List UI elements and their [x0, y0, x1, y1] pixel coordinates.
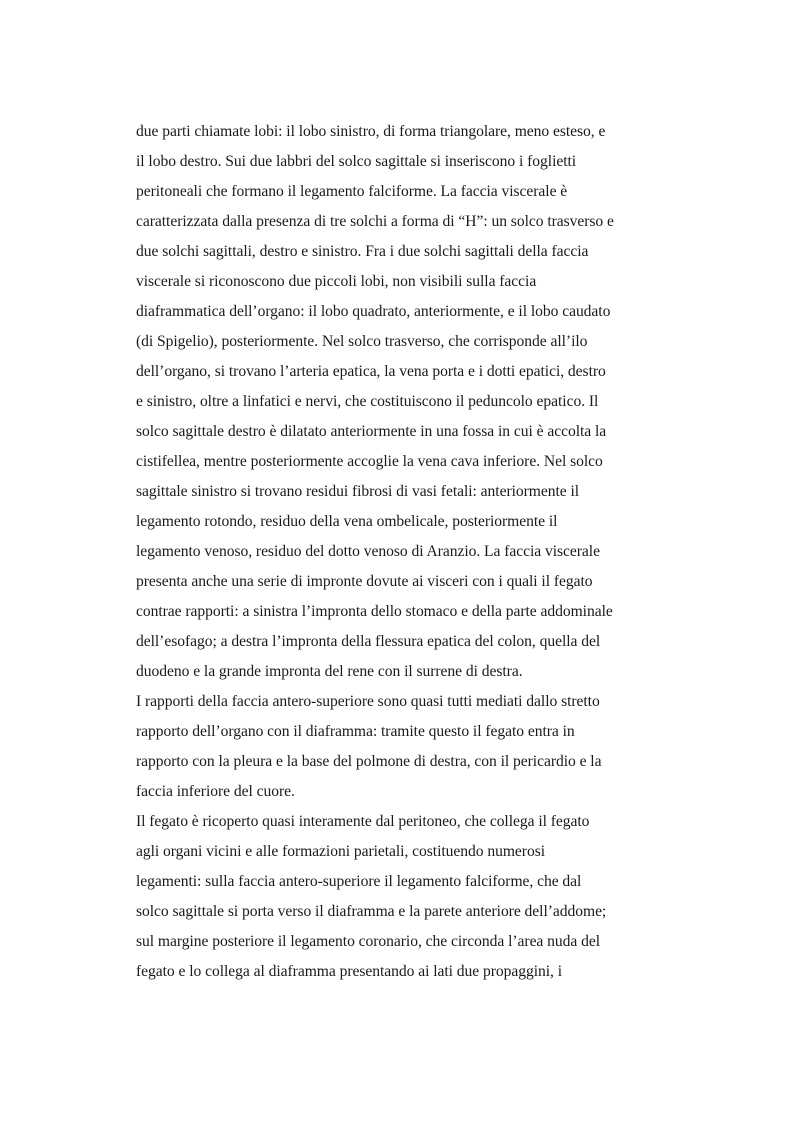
- text-line: peritoneali che formano il legamento falciforme. La faccia viscerale è: [136, 183, 568, 200]
- text-line: agli organi vicini e alle formazioni parietali, costituendo numerosi: [136, 843, 545, 860]
- text-line: sagittale sinistro si trovano residui fibrosi di vasi fetali: anteriormente il: [136, 483, 580, 500]
- text-line: fegato e lo collega al diaframma presentando ai lati due propaggini, i: [136, 963, 563, 980]
- text-line: caratterizzata dalla presenza di tre solchi a forma di “H”: un solco trasverso e: [136, 213, 614, 230]
- text-line: faccia inferiore del cuore.: [136, 783, 295, 800]
- text-line: (di Spigelio), posteriormente. Nel solco trasverso, che corrisponde all’ilo: [136, 333, 588, 350]
- text-line: legamento rotondo, residuo della vena ombelicale, posteriormente il: [136, 513, 558, 530]
- text-line: due solchi sagittali, destro e sinistro. Fra i due solchi sagittali della faccia: [136, 243, 589, 260]
- text-line: I rapporti della faccia antero-superiore sono quasi tutti mediati dallo stretto: [136, 693, 600, 710]
- text-line: diaframmatica dell’organo: il lobo quadrato, anteriormente, e il lobo caudato: [136, 303, 611, 320]
- text-line: legamenti: sulla faccia antero-superiore il legamento falciforme, che dal: [136, 873, 582, 890]
- text-line: viscerale si riconoscono due piccoli lobi, non visibili sulla faccia: [136, 273, 537, 290]
- text-line: il lobo destro. Sui due labbri del solco sagittale si inseriscono i foglietti: [136, 153, 577, 170]
- text-line: duodeno e la grande impronta del rene con il surrene di destra.: [136, 663, 523, 680]
- text-line: dell’esofago; a destra l’impronta della flessura epatica del colon, quella del: [136, 633, 601, 650]
- text-line: solco sagittale destro è dilatato anteriormente in una fossa in cui è accolta la: [136, 423, 607, 440]
- body-text: [136, 117, 676, 987]
- text-line: Il fegato è ricoperto quasi interamente dal peritoneo, che collega il fegato: [136, 813, 590, 830]
- text-line: rapporto dell’organo con il diaframma: tramite questo il fegato entra in: [136, 723, 575, 740]
- text-line: cistifellea, mentre posteriormente accoglie la vena cava inferiore. Nel solco: [136, 453, 603, 470]
- text-line: due parti chiamate lobi: il lobo sinistro, di forma triangolare, meno esteso, e: [136, 123, 606, 140]
- text-line: contrae rapporti: a sinistra l’impronta dello stomaco e della parte addominale: [136, 603, 613, 620]
- text-line: legamento venoso, residuo del dotto venoso di Aranzio. La faccia viscerale: [136, 543, 600, 560]
- text-line: presenta anche una serie di impronte dovute ai visceri con i quali il fegato: [136, 573, 593, 590]
- text-line: e sinistro, oltre a linfatici e nervi, che costituiscono il peduncolo epatico. Il: [136, 393, 599, 410]
- text-line: rapporto con la pleura e la base del polmone di destra, con il pericardio e la: [136, 753, 602, 770]
- text-line: sul margine posteriore il legamento coronario, che circonda l’area nuda del: [136, 933, 601, 950]
- text-line: solco sagittale si porta verso il diaframma e la parete anteriore dell’addome;: [136, 903, 607, 920]
- text-line: dell’organo, si trovano l’arteria epatica, la vena porta e i dotti epatici, destro: [136, 363, 606, 380]
